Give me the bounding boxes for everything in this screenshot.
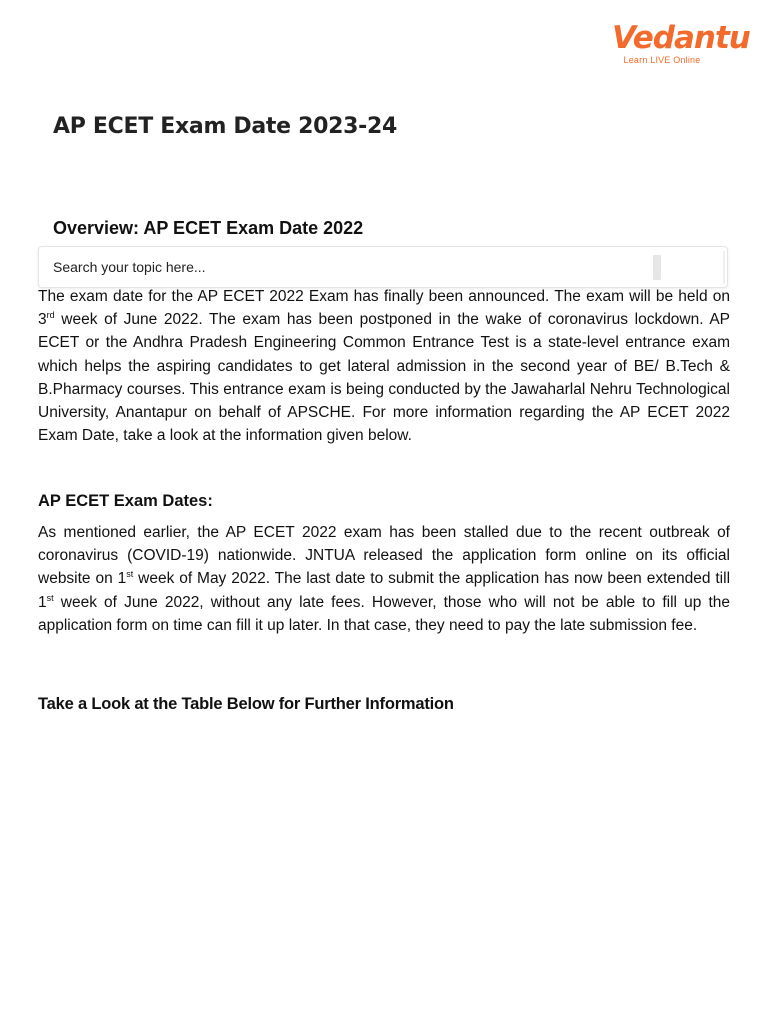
search-box-edge [723, 251, 725, 284]
exam-dates-paragraph [38, 521, 730, 637]
dates-text-part: week of June 2022, without any late fees. However, those who will not be able to fill up the application form on time can fill it up later. In that case, they need to pay the late submission fee. [38, 593, 730, 634]
dates-text-part: week of May 2022. The last date to submit the application has now been extended till 1 [38, 570, 731, 611]
vedantu-logo[interactable] [612, 20, 750, 65]
ordinal-suffix: st [46, 592, 54, 603]
overview-text-part: week of June 2022. The exam has been postponed in the wake of coronavirus lockdown. AP ECET or the Andhra Pradesh Engineering Common Entrance Test is a state-level entrance exam which helps the aspiring candidates to get lateral admission in the second year of BE/ B.Tech & B.Pharmacy courses. This entrance exam is being conducted by the Jawaharlal Nehru Technological University, Anantapur on behalf of APSCHE. For more information regarding the AP ECET 2022 Exam Date, take a look at the information given below. [38, 311, 730, 445]
ordinal-suffix: st [126, 569, 134, 580]
search-input[interactable] [53, 247, 643, 287]
ordinal-suffix: rd [46, 310, 55, 321]
dates-text-part: As mentioned earlier, the AP ECET 2022 exam has been stalled due to the recent outbreak of coronavirus (COVID-19) nationwide. JNTUA released the application form online on its official website on 1 [38, 524, 730, 588]
search-scrollbar[interactable] [653, 255, 661, 280]
logo-wordmark: Vedantu [612, 20, 750, 56]
logo-tagline: Learn LIVE Online [623, 55, 701, 65]
exam-dates-heading: AP ECET Exam Dates: [38, 492, 213, 510]
search-bar[interactable] [38, 246, 728, 288]
overview-paragraph [38, 285, 730, 447]
table-info-heading: Take a Look at the Table Below for Further Information [38, 695, 454, 713]
overview-heading: Overview: AP ECET Exam Date 2022 [53, 218, 364, 238]
page-title: AP ECET Exam Date 2023-24 [53, 114, 398, 139]
overview-text-part: The exam date for the AP ECET 2022 Exam has finally been announced. The exam will be held on 3 [38, 288, 730, 329]
